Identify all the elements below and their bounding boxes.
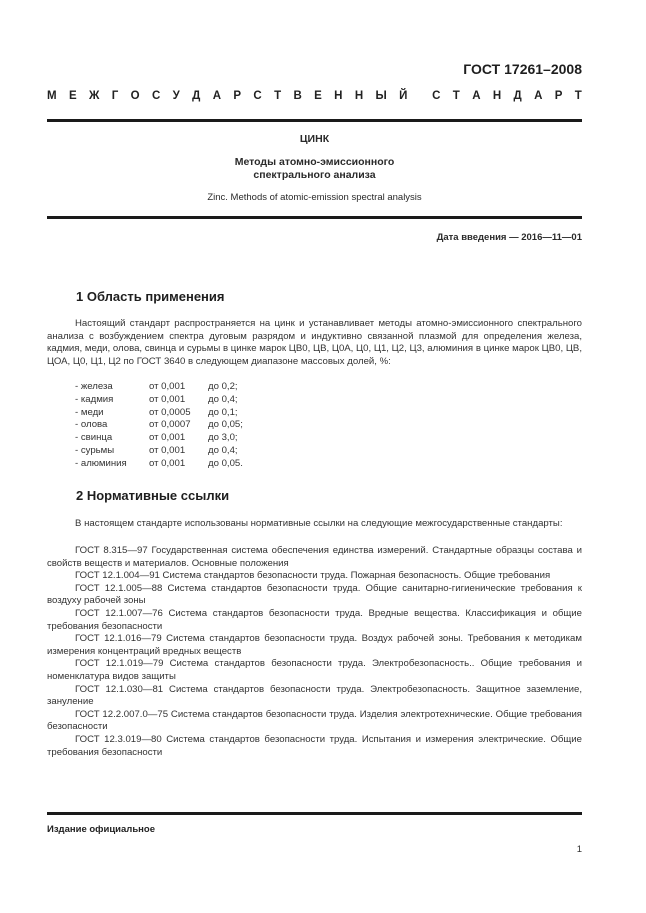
range-from: от 0,0005 [149,406,191,418]
banner-letter: М [47,90,57,102]
range-to: до 0,05. [208,457,243,469]
subtitle-line-1: Методы атомно-эмиссионного [234,156,395,168]
range-element: - кадмия [75,393,114,405]
banner-letter: С [253,90,262,102]
reference-item [47,684,582,709]
range-from: от 0,001 [149,444,186,456]
footer-rule [47,812,582,815]
banner-letter: С [432,90,441,102]
banner-letter: Г [111,90,119,102]
document-subtitle [47,156,582,182]
section-1-heading: 1 Область применения [76,289,225,304]
banner-letter: А [212,90,222,102]
range-to: до 3,0; [208,432,238,444]
reference-item [47,734,582,759]
reference-text: ГОСТ 12.3.019—80 Система стандартов безопасности труда. Испытания и измерения электрические. Общие требования безопасности [47,733,582,758]
reference-item [47,570,582,583]
banner-letter: О [130,90,140,102]
range-row [75,407,243,420]
banner-letter: Ж [88,90,100,102]
range-element: - сурьмы [75,444,115,456]
reference-text: ГОСТ 12.1.005—88 Система стандартов безопасности труда. Общие санитарно-гигиенические требования к воздуху рабочей зоны [47,582,582,607]
reference-item [47,545,582,570]
banner-letter: С [151,90,161,102]
range-element: - алюминия [75,457,127,469]
banner-letter: Ы [375,90,387,102]
reference-text: ГОСТ 12.2.007.0—75 Система стандартов безопасности труда. Изделия электротехнические. Общие требования безопасности [47,708,582,733]
range-to: до 0,05; [208,419,243,431]
section-1-text: Настоящий стандарт распространяется на цинк и устанавливает методы атомно-эмиссионного спектрального анализа с возбуждением спектра дуговым разрядом и индуктивно связанной плазмой для определения железа, кадмия, меди, олова, свинца и сурьмы в цинке марок ЦВ0, ЦВ, Ц0А, Ц0, Ц1, Ц2, Ц3, алюминия в цинке марок ЦВ0, ЦВ, ЦОА, Ц0, Ц1, Ц2 по ГОСТ 3640 в следующем диапазоне массовых долей, %: [47,318,582,367]
banner-letter: Й [399,90,408,102]
banner-letter: Т [574,90,582,102]
section-2-heading: 2 Нормативные ссылки [76,488,230,503]
reference-text: ГОСТ 12.1.007—76 Система стандартов безопасности труда. Вредные вещества. Классификация и общие требования безопасности [47,607,582,632]
banner-letter: Т [452,90,460,102]
reference-text: ГОСТ 12.1.004—91 Система стандартов безопасности труда. Пожарная безопасность. Общие требования [75,570,551,582]
banner-letter: Д [513,90,522,102]
section-1-paragraph [47,318,582,368]
document-title: ЦИНК [299,133,330,145]
banner-letter: У [172,90,180,102]
banner-letter: Т [274,90,282,102]
range-to: до 0,1; [208,406,238,418]
title-bottom-rule [47,216,582,219]
range-element: - меди [75,406,104,418]
banner-letter: А [534,90,543,102]
section-2-intro-text: В настоящем стандарте использованы нормативные ссылки на следующие межгосударственные стандарты: [75,518,563,529]
mass-fraction-ranges [75,381,243,471]
reference-text: ГОСТ 12.1.030—81 Система стандартов безопасности труда. Электробезопасность. Защитное заземление, зануление [47,683,582,708]
standard-code: ГОСТ 17261–2008 [463,61,582,77]
range-from: от 0,001 [149,457,186,469]
range-from: от 0,001 [149,432,186,444]
reference-item [47,633,582,658]
banner-letter: Р [554,90,563,102]
normative-references-list [47,545,582,759]
reference-item [47,709,582,734]
range-row [75,445,243,458]
range-row [75,394,243,407]
range-to: до 0,4; [208,393,238,405]
range-element: - свинца [75,432,113,444]
banner-letter: Е [314,90,322,102]
range-row [75,432,243,445]
banner-letter: Е [68,90,77,102]
top-rule [47,119,582,122]
banner-letter: Н [354,90,364,102]
range-row [75,381,243,394]
reference-text: ГОСТ 12.1.016—79 Система стандартов безопасности труда. Воздух рабочей зоны. Требования к методикам измерения концентраций вредных веществ [47,633,582,657]
banner-letter: Н [492,90,502,102]
range-from: от 0,001 [149,393,186,405]
banner-letter: В [293,90,302,102]
reference-text: ГОСТ 12.1.019—79 Система стандартов безопасности труда. Электробезопасность.. Общие требования и номенклатура видов защиты [47,658,582,682]
reference-item [47,583,582,608]
reference-item [47,658,582,683]
banner-letter: Н [334,90,343,102]
subtitle-line-2: спектрального анализа [253,169,376,181]
banner-letter: А [472,90,481,102]
interstate-standard-banner [47,90,582,102]
english-title: Zinc. Methods of atomic-emission spectral analysis [207,192,422,203]
banner-letter: Д [192,90,201,102]
reference-item [47,608,582,633]
range-from: от 0,001 [149,381,186,392]
banner-letter: Р [233,90,242,102]
range-row [75,419,243,432]
range-element: - железа [75,381,113,392]
section-2-intro [47,518,582,531]
reference-text: ГОСТ 8.315—97 Государственная система обеспечения единства измерений. Стандартные образцы состава и свойств веществ и материалов. Основные положения [47,545,582,569]
range-to: до 0,4; [208,444,238,456]
page-number: 1 [576,844,582,855]
introduction-date: Дата введения — 2016—11—01 [436,232,582,243]
range-to: до 0,2; [208,381,238,392]
range-element: - олова [75,419,108,431]
range-from: от 0,0007 [149,419,191,431]
edition-label: Издание официальное [47,824,155,835]
range-row [75,458,243,471]
